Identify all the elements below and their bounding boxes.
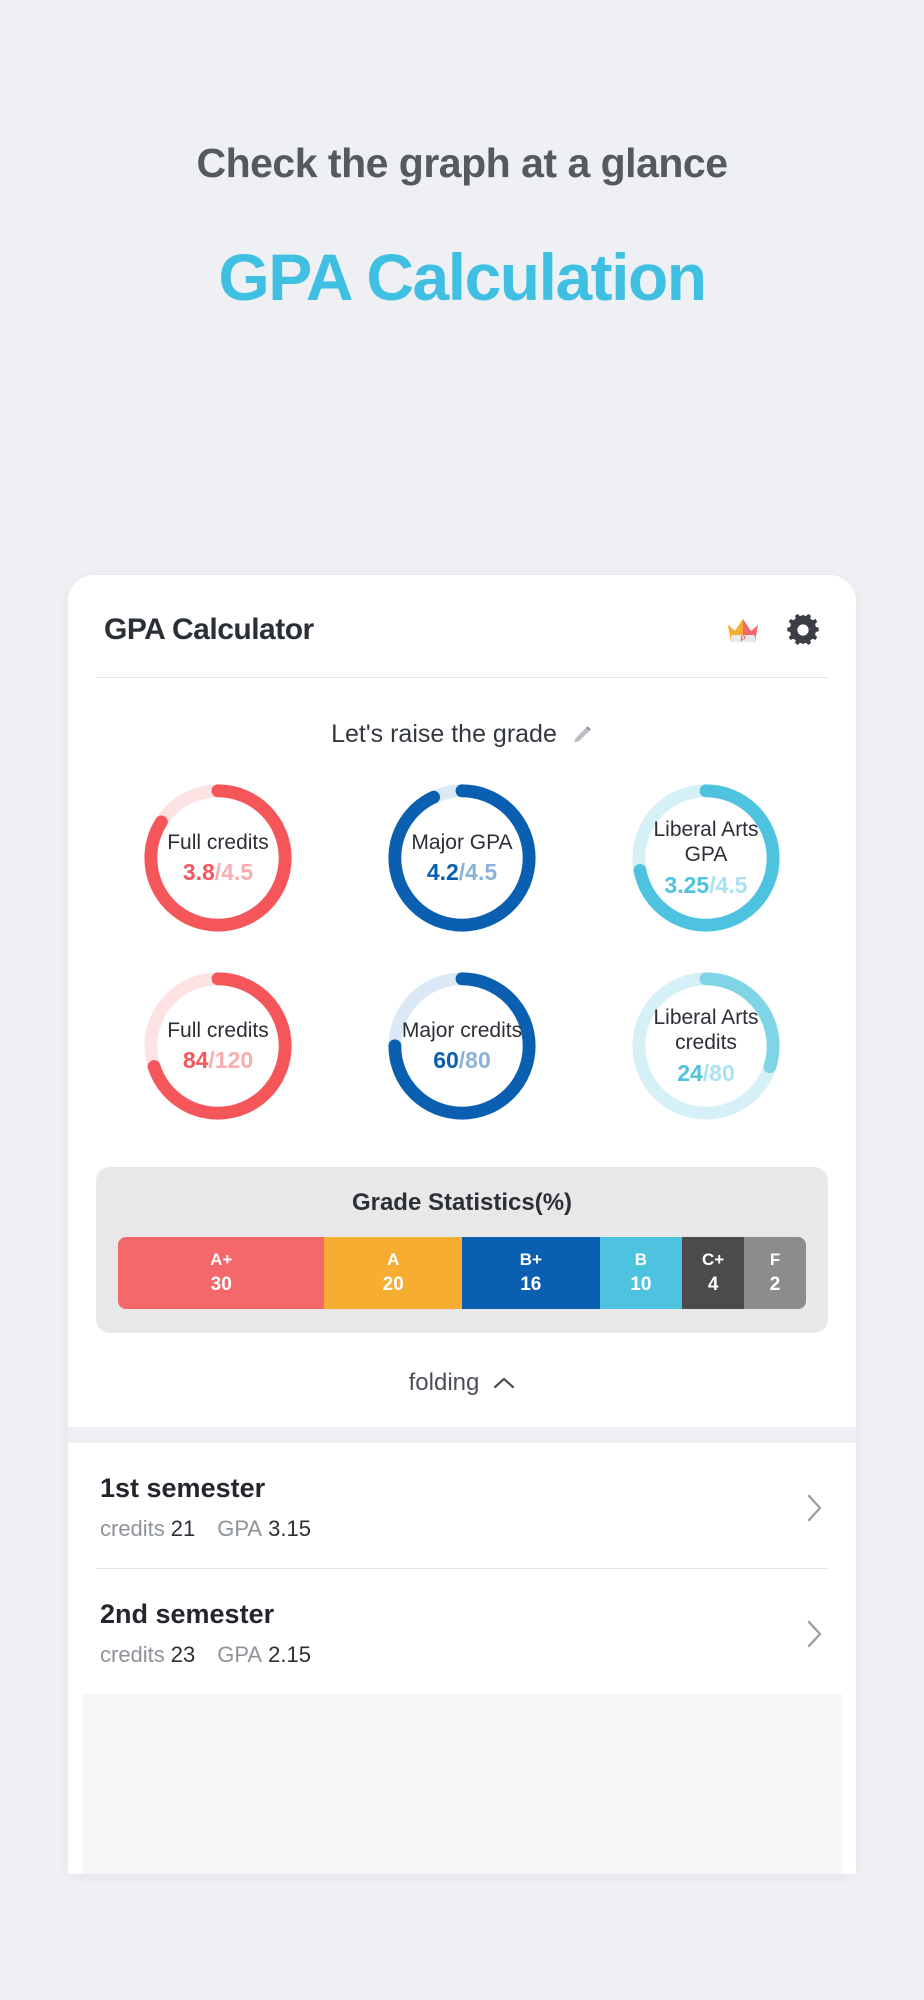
- donut-liberal-arts-gpa[interactable]: [627, 779, 785, 937]
- stat-segment-b[interactable]: [600, 1237, 683, 1309]
- stat-label: B+: [519, 1249, 542, 1269]
- svg-text:P: P: [740, 634, 746, 644]
- donut-denominator: /4.5: [458, 859, 498, 886]
- stat-value: 4: [707, 1273, 719, 1295]
- card-subtitle-row[interactable]: [68, 720, 856, 749]
- stat-segment-bplus[interactable]: [462, 1237, 600, 1309]
- promo-headline: Check the graph at a glance: [196, 140, 728, 186]
- gpa-calculator-card: [68, 575, 856, 1874]
- crown-icon[interactable]: [726, 615, 760, 645]
- header-divider: [96, 677, 828, 678]
- credits-label: credits: [100, 1516, 165, 1541]
- folding-toggle[interactable]: [68, 1333, 856, 1427]
- stat-label: F: [769, 1249, 781, 1269]
- donut-major-gpa[interactable]: [383, 779, 541, 937]
- donut-value: 3.25: [664, 872, 710, 899]
- grade-statistics-title: Grade Statistics(%): [351, 1189, 573, 1216]
- stat-segment-f[interactable]: [744, 1237, 806, 1309]
- stat-label: A+: [210, 1249, 233, 1269]
- chevron-right-icon[interactable]: [806, 1493, 824, 1523]
- stat-value: 30: [210, 1273, 232, 1295]
- donut-liberal-arts-credits[interactable]: [627, 967, 785, 1125]
- donut-denominator: /80: [702, 1060, 735, 1087]
- folding-label: folding: [408, 1369, 480, 1396]
- header-icons: [726, 613, 820, 647]
- donut-value: 84: [182, 1047, 209, 1074]
- semester-meta: [100, 1642, 311, 1668]
- grade-statistics-bar: [118, 1237, 806, 1309]
- semester-info: [100, 1473, 311, 1542]
- section-divider: [68, 1427, 856, 1443]
- donut-label: [157, 830, 279, 887]
- stat-segment-cplus[interactable]: [682, 1237, 744, 1309]
- stat-segment-a[interactable]: [324, 1237, 462, 1309]
- table-row[interactable]: [96, 1569, 828, 1694]
- stat-value: 16: [520, 1273, 542, 1295]
- semester-name: 1st semester: [100, 1473, 266, 1503]
- card-subtitle: Let's raise the grade: [331, 720, 557, 748]
- donut-label: [157, 1018, 279, 1075]
- stat-value: 10: [630, 1273, 652, 1295]
- semester-meta: [100, 1516, 311, 1542]
- donut-value: 60: [433, 1047, 459, 1074]
- donut-full-credits-gpa[interactable]: [139, 779, 297, 937]
- stat-value: 20: [382, 1273, 404, 1295]
- semester-list: [68, 1443, 856, 1694]
- stat-label: C+: [702, 1249, 725, 1269]
- donut-denominator: /4.5: [214, 859, 254, 886]
- gpa-label: GPA: [217, 1516, 263, 1541]
- donut-denominator: /80: [458, 1047, 491, 1074]
- table-row[interactable]: [96, 1443, 828, 1569]
- donut-name: Major credits: [401, 1018, 523, 1042]
- semester-name: 2nd semester: [100, 1599, 275, 1629]
- donut-grid: [68, 771, 856, 1133]
- chevron-right-icon[interactable]: [806, 1619, 824, 1649]
- credits-label: credits: [100, 1642, 165, 1667]
- donut-value: 4.2: [426, 859, 459, 886]
- stat-value: 2: [769, 1273, 781, 1295]
- donut-value: 3.8: [182, 859, 215, 886]
- semester-info: [100, 1599, 311, 1668]
- credits-value: 21: [170, 1516, 196, 1541]
- donut-label: [627, 817, 785, 899]
- stat-label: B: [634, 1249, 648, 1269]
- donut-full-credits[interactable]: [139, 967, 297, 1125]
- promo-page: [0, 140, 924, 2000]
- donut-label: [401, 830, 522, 887]
- donut-label: [392, 1018, 532, 1075]
- donut-name: Full credits: [167, 1018, 269, 1042]
- gpa-value: 2.15: [268, 1642, 311, 1667]
- donut-major-credits[interactable]: [383, 967, 541, 1125]
- donut-name: Full credits: [167, 830, 269, 854]
- chevron-up-icon[interactable]: [493, 1376, 515, 1390]
- stat-label: A: [387, 1249, 400, 1269]
- card-title: GPA Calculator: [104, 613, 314, 646]
- pencil-icon[interactable]: [571, 724, 593, 746]
- donut-name: Liberal Arts GPA: [653, 817, 759, 867]
- gear-icon[interactable]: [786, 613, 820, 647]
- donut-denominator: /4.5: [709, 872, 748, 899]
- grade-statistics: [96, 1167, 828, 1333]
- donut-value: 24: [677, 1060, 703, 1087]
- credits-value: 23: [170, 1642, 196, 1667]
- donut-label: [627, 1005, 785, 1087]
- gpa-value: 3.15: [268, 1516, 311, 1541]
- donut-name: Major GPA: [411, 830, 513, 854]
- card-header: [68, 575, 856, 677]
- promo-title: GPA Calculation: [218, 240, 706, 314]
- gpa-label: GPA: [217, 1642, 263, 1667]
- stat-segment-aplus[interactable]: [118, 1237, 324, 1309]
- donut-denominator: /120: [208, 1047, 254, 1074]
- donut-name: Liberal Arts credits: [653, 1005, 759, 1055]
- bottom-placeholder: [82, 1694, 842, 1874]
